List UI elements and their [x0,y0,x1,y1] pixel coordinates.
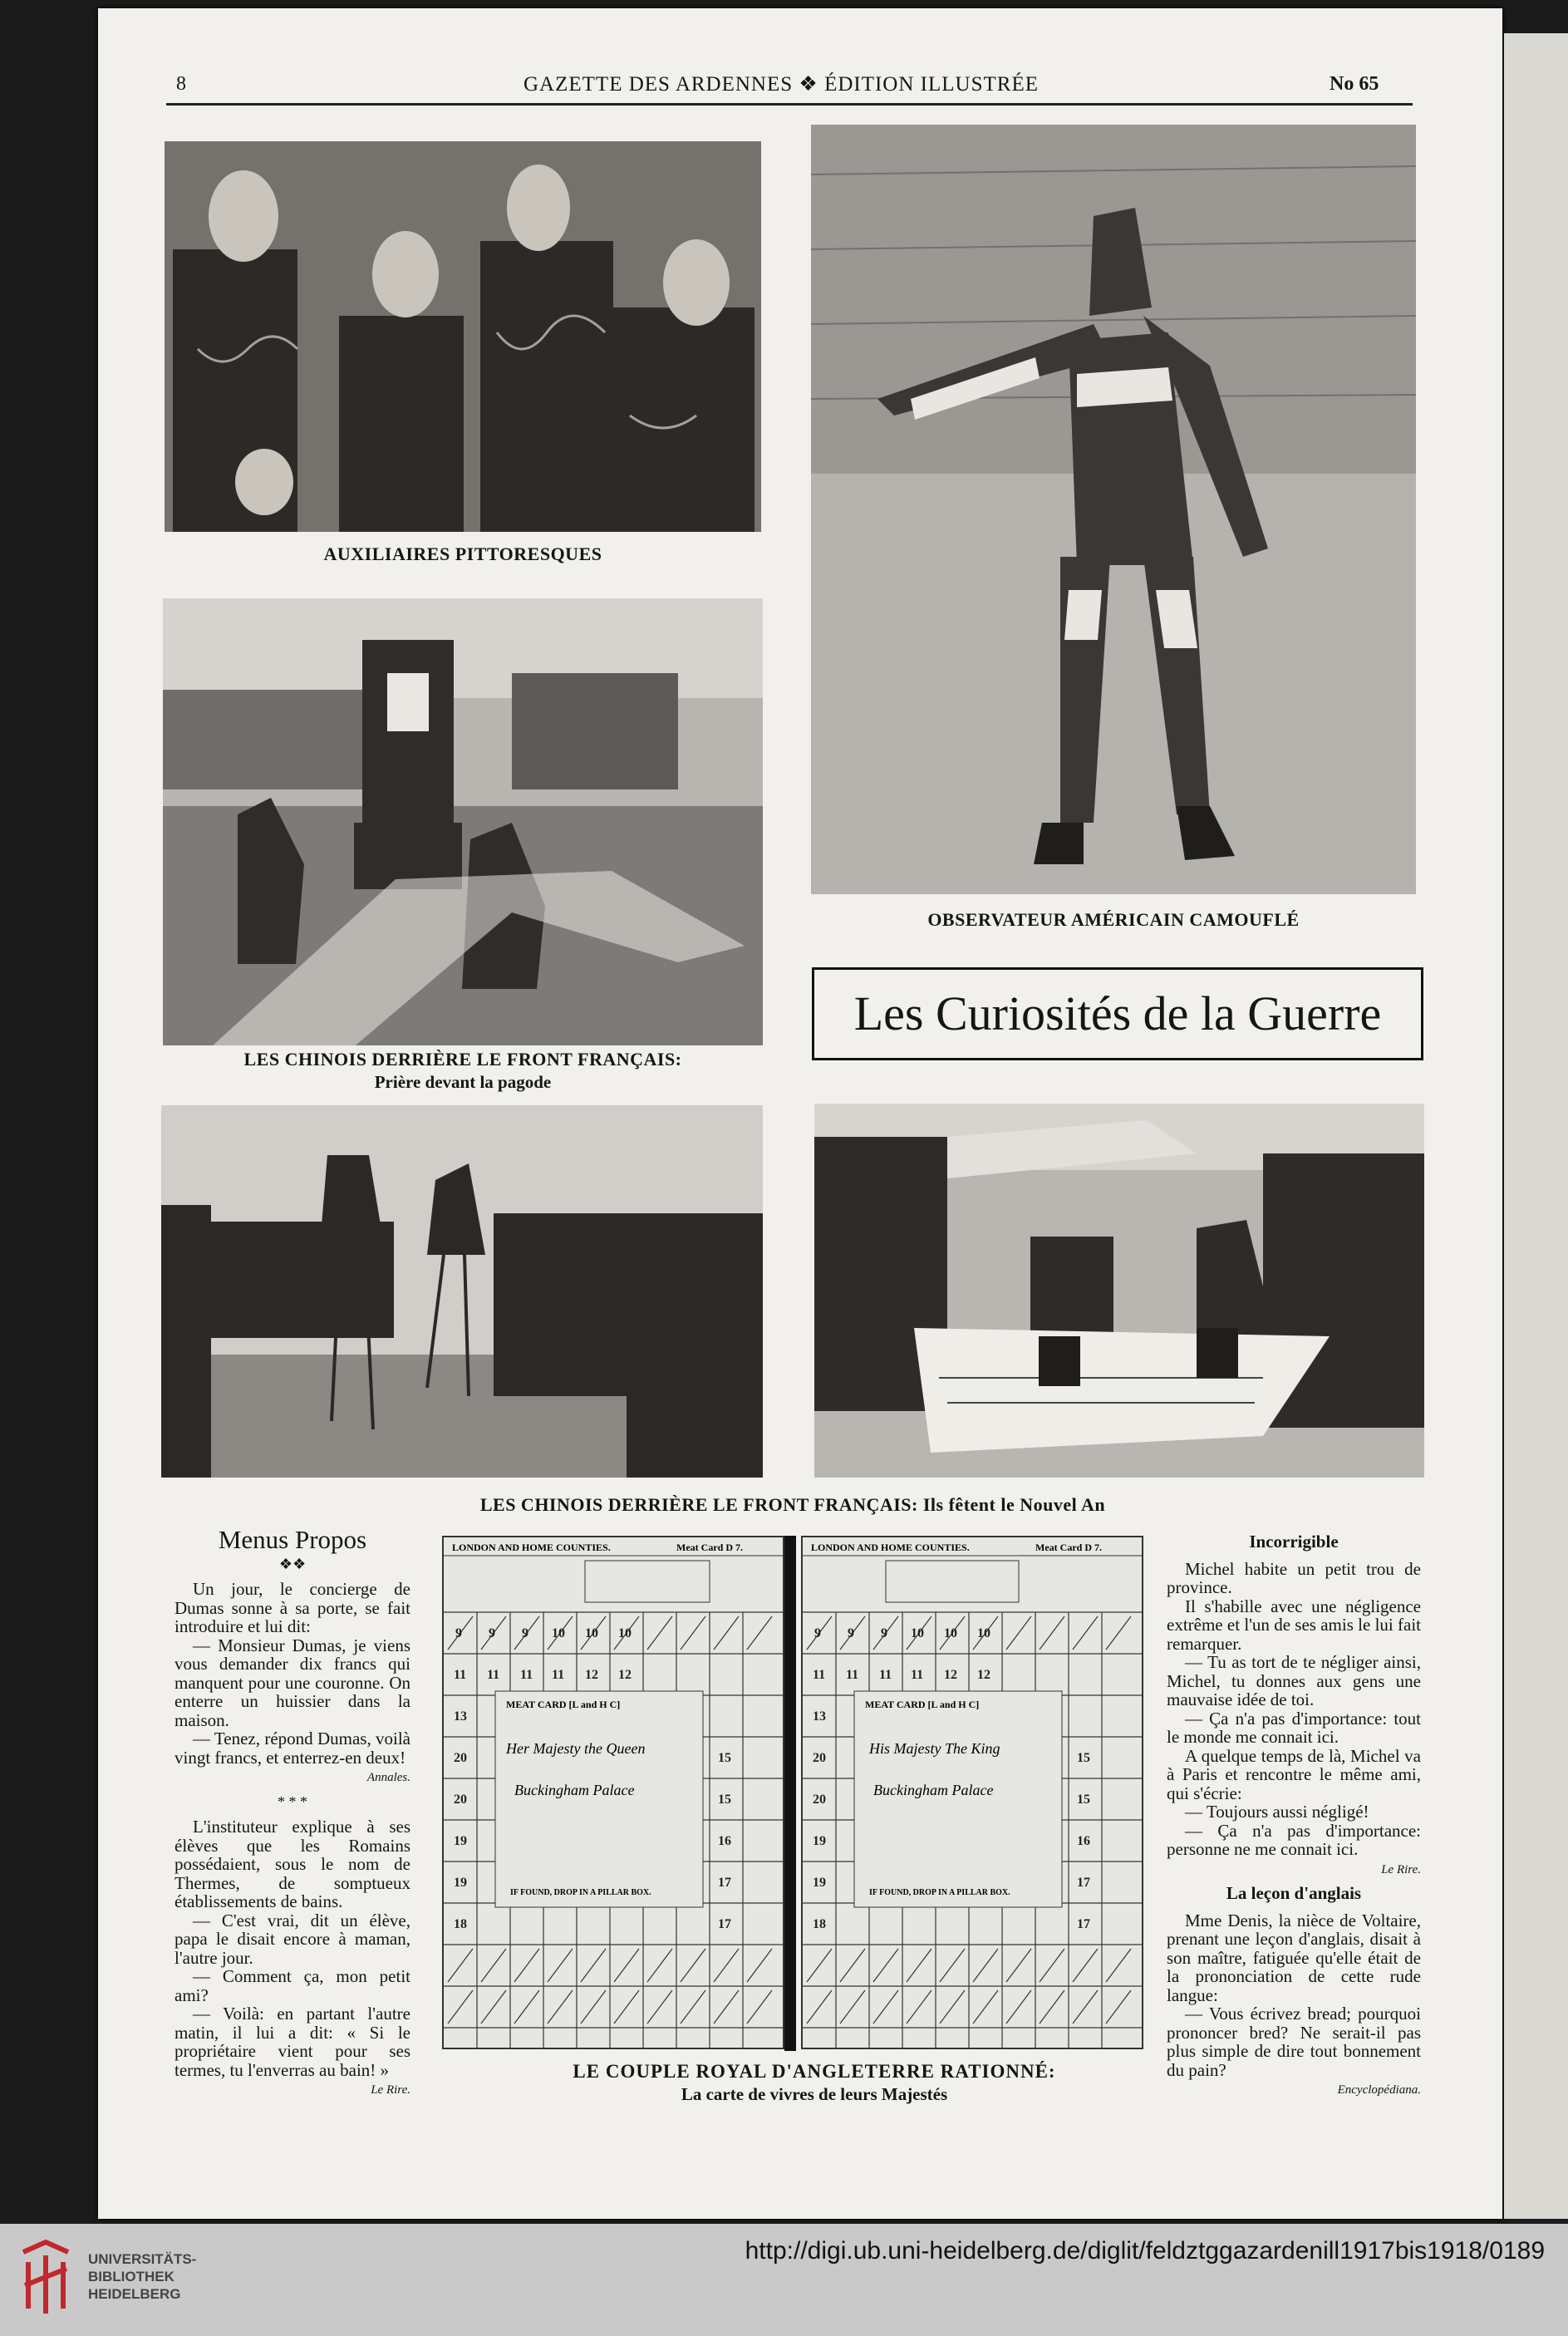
svg-text:20: 20 [454,1751,467,1765]
issue-number: No 65 [1330,73,1379,95]
svg-text:10: 10 [585,1626,598,1640]
svg-text:10: 10 [944,1626,957,1640]
svg-text:10: 10 [977,1626,990,1640]
section-title: Les Curiosités de la Guerre [812,967,1423,1060]
lecon-paragraph: Mme Denis, la nièce de Voltaire, prenant une leçon d'anglais, disait à son maître, fatiguée qu'elle était de la prononciation de cette rude langue: [1167,1910,1421,2005]
menus-propos-paragraph: — C'est vrai, dit un élève, papa le disait encore à maman, l'autre jour. [174,1910,410,1968]
svg-text:13: 13 [813,1709,826,1724]
svg-text:19: 19 [813,1876,826,1890]
adjacent-page-edge [1504,33,1568,2219]
svg-text:11: 11 [879,1668,892,1682]
svg-text:17: 17 [718,1917,731,1931]
svg-text:15: 15 [1077,1793,1090,1807]
card-address: Buckingham Palace [873,1782,994,1798]
svg-text:10: 10 [618,1626,632,1640]
library-name-line: UNIVERSITÄTS- [88,2251,197,2267]
header-rule [166,103,1413,106]
incorrigible-paragraph: — Ça n'a pas d'importance: tout le monde me connait ici. [1167,1708,1421,1747]
caption-auxiliaires: AUXILIAIRES PITTORESQUES [323,543,602,564]
photo-nouvel-an-stilts [161,1105,763,1478]
svg-text:9: 9 [522,1626,528,1640]
svg-text:11: 11 [813,1668,826,1682]
svg-text:15: 15 [718,1751,731,1765]
menus-propos-paragraph: Un jour, le concierge de Dumas sonne à sa porte, se fait introduire et lui dit: [174,1579,410,1636]
lecon-title: La leçon d'anglais [1226,1883,1362,1903]
caption-observateur: OBSERVATEUR AMÉRICAIN CAMOUFLÉ [927,909,1300,930]
photo-observateur [811,125,1416,894]
svg-text:9: 9 [455,1626,462,1640]
svg-text:9: 9 [814,1626,821,1640]
photo-pagode [163,598,763,1045]
library-name[interactable] [88,2250,196,2303]
svg-text:11: 11 [520,1668,533,1682]
svg-text:19: 19 [454,1876,467,1890]
svg-text:12: 12 [977,1668,990,1682]
menus-propos-paragraph: — Tenez, répond Dumas, voilà vingt francs, et enterrez-en deux! [174,1729,410,1768]
svg-text:18: 18 [454,1917,467,1931]
svg-text:15: 15 [718,1793,731,1807]
svg-text:10: 10 [552,1626,565,1640]
incorrigible-paragraph: A quelque temps de là, Michel va à Paris et rencontre le même ami, qui s'écrie: [1167,1745,1421,1803]
incorrigible-paragraph: Michel habite un petit trou de province. [1167,1558,1421,1597]
ration-caption: LE COUPLE ROYAL D'ANGLETERRE RATIONNÉ: [573,2061,1056,2082]
svg-text:17: 17 [1077,1876,1090,1890]
svg-text:9: 9 [848,1626,854,1640]
caption-pagode: LES CHINOIS DERRIÈRE LE FRONT FRANÇAIS: [243,1049,682,1070]
svg-text:11: 11 [846,1668,859,1682]
menus-propos-paragraph: — Comment ça, mon petit ami? [174,1966,410,2005]
card-name: MEAT CARD [L and H C] [865,1699,980,1710]
incorrigible-source: Le Rire. [1381,1862,1421,1876]
svg-text:16: 16 [1077,1834,1090,1848]
photo-auxiliaires [165,141,761,532]
svg-text:10: 10 [911,1626,924,1640]
svg-text:16: 16 [718,1834,731,1848]
incorrigible-title: Incorrigible [1249,1532,1339,1552]
document-url-link[interactable]: http://digi.ub.uni-heidelberg.de/diglit/feldztggazardenill1917bis1918/0189 [745,2237,1545,2265]
svg-text:9: 9 [881,1626,887,1640]
svg-text:12: 12 [585,1668,598,1682]
incorrigible-paragraph: — Toujours aussi négligé! [1185,1802,1369,1822]
card-divider [784,1536,796,2051]
svg-text:15: 15 [1077,1751,1090,1765]
svg-text:20: 20 [813,1793,826,1807]
card-holder-queen: Her Majesty the Queen [506,1740,646,1757]
menus-propos-paragraph: L'instituteur explique à ses élèves que les Romains possédaient, sous le nom de Thermes, de somptueux établissements de bains. [174,1817,410,1911]
card-header: LONDON AND HOME COUNTIES. [452,1542,611,1553]
svg-text:11: 11 [552,1668,565,1682]
menus-propos-source: Le Rire. [371,2083,410,2097]
svg-text:11: 11 [911,1668,924,1682]
svg-text:13: 13 [454,1709,467,1724]
library-name-line: BIBLIOTHEK [88,2269,174,2284]
svg-text:9: 9 [489,1626,495,1640]
ration-card-king [801,1536,1143,2049]
menus-propos-separator: * * * [278,1793,307,1810]
menus-propos-paragraph: — Monsieur Dumas, je viens vous demander dix francs qui manquent pour une couronne. On enterre un huissier dans la maison. [174,1635,410,1730]
card-name: MEAT CARD [L and H C] [506,1699,621,1710]
page-number: 8 [176,73,186,95]
menus-propos-title: Menus Propos [218,1525,367,1554]
svg-text:12: 12 [944,1668,957,1682]
lecon-paragraph: — Vous écrivez bread; pourquoi prononcer bred? Ne serait-il pas plus simple de dire tout bonnement du pain? [1167,2004,1421,2080]
card-holder-king: His Majesty The King [869,1740,1000,1757]
svg-text:20: 20 [813,1751,826,1765]
library-name-line: HEIDELBERG [88,2286,181,2302]
ration-subcaption: La carte de vivres de leurs Majestés [681,2084,948,2104]
svg-text:17: 17 [718,1876,731,1890]
svg-text:12: 12 [618,1668,632,1682]
menus-propos-source: Annales. [366,1771,410,1784]
card-address: Buckingham Palace [514,1782,635,1798]
svg-text:18: 18 [813,1917,826,1931]
caption-nouvel-an: LES CHINOIS DERRIÈRE LE FRONT FRANÇAIS: Ils fêtent le Nouvel An [479,1494,1106,1515]
svg-text:19: 19 [813,1834,826,1848]
card-header: LONDON AND HOME COUNTIES. [811,1542,970,1553]
svg-text:17: 17 [1077,1917,1090,1931]
menus-propos-paragraph: — Voilà: en partant l'autre matin, il lui a dit: « Si le propriétaire vient pour ses termes, tu l'enverras au bain! » [174,2004,410,2080]
card-id: Meat Card D 7. [1035,1542,1102,1553]
incorrigible-paragraph: Il s'habille avec une négligence extrême et l'un de ses amis le lui fait remarquer. [1167,1596,1421,1654]
ration-card-queen [442,1536,784,2049]
lecon-source: Encyclopédiana. [1337,2083,1421,2097]
card-lost-note: IF FOUND, DROP IN A PILLAR BOX. [510,1888,651,1897]
right-column [1167,1529,1421,2105]
svg-text:11: 11 [487,1668,500,1682]
card-lost-note: IF FOUND, DROP IN A PILLAR BOX. [869,1888,1010,1897]
incorrigible-paragraph: — Ça n'a pas d'importance: personne ne me connait ici. [1167,1820,1421,1859]
incorrigible-paragraph: — Tu as tort de te négliger ainsi, Michel, tu donnes aux gens une mauvaise idée de toi. [1167,1652,1421,1709]
subcaption-pagode: Prière devant la pagode [374,1072,552,1092]
svg-text:11: 11 [454,1668,467,1682]
photo-nouvel-an-boat [814,1104,1424,1478]
newspaper-title: GAZETTE DES ARDENNES ❖ ÉDITION ILLUSTRÉE [523,73,1039,96]
menus-propos-column [174,1525,410,2105]
svg-text:19: 19 [454,1834,467,1848]
card-id: Meat Card D 7. [676,1542,743,1553]
library-logo-icon[interactable] [17,2235,75,2319]
menus-propos-ornament: ❖❖ [278,1555,307,1572]
svg-text:20: 20 [454,1793,467,1807]
